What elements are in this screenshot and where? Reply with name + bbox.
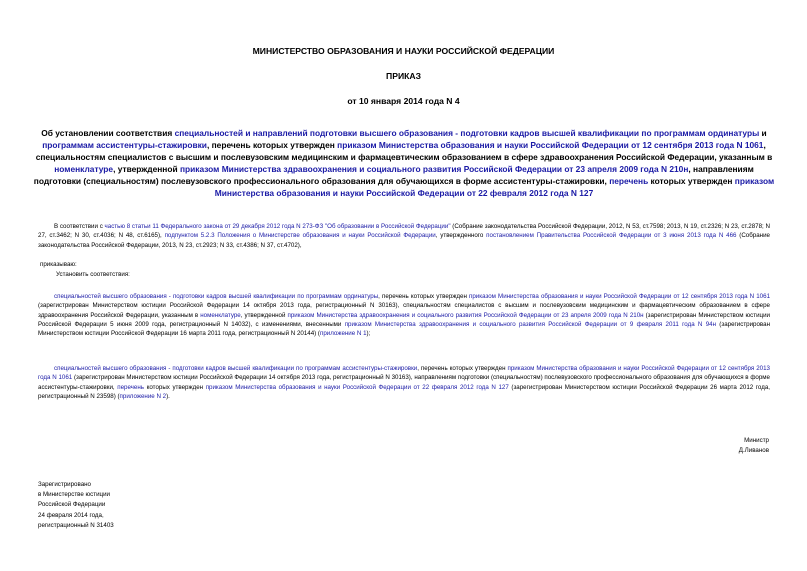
document-title: [32, 127, 776, 200]
paragraph-text: );: [366, 330, 371, 338]
link-appendix-2[interactable]: приложение N 2: [119, 392, 167, 400]
title-text: и: [759, 128, 767, 138]
paragraph-text: , перечень которых утвержден: [417, 365, 508, 372]
document-date-number: от 10 января 2014 года N 4: [347, 96, 460, 106]
item-paragraph-2: [38, 364, 770, 401]
preamble-paragraph: [38, 222, 770, 250]
link-residency-specialties[interactable]: специальностей высшего образования - подготовки кадров высшей квалификации по программам ординатуры: [54, 293, 379, 300]
signature-block: [739, 436, 769, 456]
paragraph-text: (зарегистрирован Министерством юстиции Российской Федерации 14 октября 2013 года, регистрационный N 30163), направлениям подготовки (специальностям) послевузовского профессионального образования для обучающихся в форме ассистентуры-стажировки,: [38, 374, 770, 391]
title-link-order-210n[interactable]: приказом Министерства здравоохранения и социального развития Российской Федерации от 23 апреля 2009 года N 210н: [179, 164, 689, 175]
signature-position: Министр: [744, 437, 769, 444]
title-text: , направлениям подготовки (специальностям) послевузовского профессионального образования для обучающихся в форме ассистентуры-стажировки,: [33, 164, 754, 187]
signature-name: Д.Ливанов: [738, 447, 769, 454]
paragraph-text: , перечень которых утвержден: [378, 293, 469, 300]
link-resolution-466[interactable]: постановлением Правительства Российской Федерации от 3 июня 2013 года N 466: [486, 232, 737, 240]
title-link-order-1061[interactable]: приказом Министерства образования и науки Российской Федерации от 12 сентября 2013 года N 1061: [337, 140, 764, 151]
paragraph-text: , утвержденной: [240, 311, 288, 319]
registration-line: Зарегистрировано: [38, 481, 91, 488]
link-nomenclature[interactable]: номенклатуре: [200, 311, 241, 319]
link-order-94n[interactable]: приказом Министерства здравоохранения и социального развития Российской Федерации от 9 февраля 2011 года N 94н: [344, 320, 716, 328]
link-order-1061[interactable]: приказом Министерства образования и науки Российской Федерации от 12 сентября 2013 года N 1061: [469, 293, 771, 300]
link-assistantship-specialties[interactable]: специальностей высшего образования - подготовки кадров высшей квалификации по программам ассистентуры-стажировки: [54, 365, 418, 372]
paragraph-text: (зарегистрирован Министерством юстиции Российской Федерации 16 марта 2011 года, регистрационный N 20144) (: [38, 320, 771, 338]
title-link-nomenclature[interactable]: номенклатуре: [54, 164, 114, 175]
paragraph-text: (зарегистрирован Министерством юстиции Российской Федерации 14 октября 2013 года, регистрационный N 30163), специальностям специалистов с высшим и послевузовским медицинским и фармацевтическим образованием в сфере здравоохранения Российской Федерации, указанным в: [38, 302, 770, 319]
link-order-127[interactable]: приказом Министерства образования и науки Российской Федерации от 22 февраля 2012 года N 127: [205, 383, 509, 391]
title-text: , специальностям специалистов с высшим и послевузовским медицинским и фармацевтическим образованием в сфере здравоохранения Российской Федерации, указанным в: [35, 140, 773, 163]
title-text: которых утвержден: [648, 176, 735, 187]
paragraph-text: (зарегистрирован Министерством юстиции Российской Федерации 26 марта 2012 года, регистрационный N 23598) (: [38, 383, 770, 400]
registration-line: в Министерстве юстиции: [38, 491, 111, 499]
registration-block: [38, 480, 114, 531]
title-text: , утвержденной: [113, 164, 180, 175]
link-list[interactable]: перечень: [117, 383, 144, 391]
paragraph-text: (зарегистрирован Министерством юстиции Российской Федерации 5 июня 2009 года, регистрационный N 14032), с изменениями, внесенными: [38, 311, 770, 328]
link-law-273[interactable]: частью 8 статьи 11 Федерального закона от 29 декабря 2012 года N 273-ФЗ "Об образовании в Российской Федерации": [104, 223, 451, 230]
link-regulation-5-2-3[interactable]: подпунктом 5.2.3 Положения о Министерстве образования и науки Российской Федерации: [164, 232, 436, 240]
link-appendix-1[interactable]: приложение N 1: [320, 330, 367, 338]
paragraph-text: В соответствии с: [54, 223, 105, 230]
link-order-1061[interactable]: приказом Министерства образования и науки Российской Федерации от 12 сентября 2013 года N 1061: [38, 365, 770, 382]
item-paragraph-1: [38, 292, 770, 338]
paragraph-text: (Собрание законодательства Российской Федерации, 2012, N 53, ст.7598; 2013, N 19, ст.2326; N 23, ст.2878; N 27, ст.3462; N 30, ст.4036; N 48, ст.6165),: [38, 223, 770, 240]
registration-line: 24 февраля 2014 года,: [38, 511, 104, 519]
title-link-list[interactable]: перечень: [609, 176, 649, 187]
link-order-210n[interactable]: приказом Министерства здравоохранения и социального развития Российской Федерации от 23 апреля 2009 года N 210н: [287, 311, 644, 319]
ministry-heading: МИНИСТЕРСТВО ОБРАЗОВАНИЯ И НАУКИ РОССИЙСКОЙ ФЕДЕРАЦИИ: [252, 46, 555, 56]
registration-line: Российской Федерации: [38, 501, 106, 509]
establish-line: Установить соответствия:: [56, 271, 130, 278]
title-text: Об установлении соответствия: [41, 128, 175, 138]
title-text: , перечень которых утвержден: [206, 140, 338, 151]
title-link-assistantship[interactable]: программам ассистентуры-стажировки: [42, 140, 207, 151]
paragraph-text: ).: [166, 392, 170, 400]
paragraph-text: , утвержденного: [435, 232, 487, 240]
paragraph-text: которых утвержден: [144, 383, 206, 391]
document-type: ПРИКАЗ: [386, 71, 421, 81]
title-link-order-127[interactable]: приказом Министерства образования и науки Российской Федерации от 22 февраля 2012 года N 127: [214, 176, 775, 199]
order-word: приказываю:: [40, 261, 77, 268]
registration-line: регистрационный N 31403: [38, 521, 114, 529]
paragraph-text: (Собрание законодательства Российской Федерации, 2013, N 23, ст.2923; N 33, ст.4386; N 37, ст.4702),: [38, 232, 770, 249]
title-link-specialties[interactable]: специальностей и направлений подготовки высшего образования - подготовки кадров высшей квалификации по программам ординатуры: [174, 128, 760, 138]
